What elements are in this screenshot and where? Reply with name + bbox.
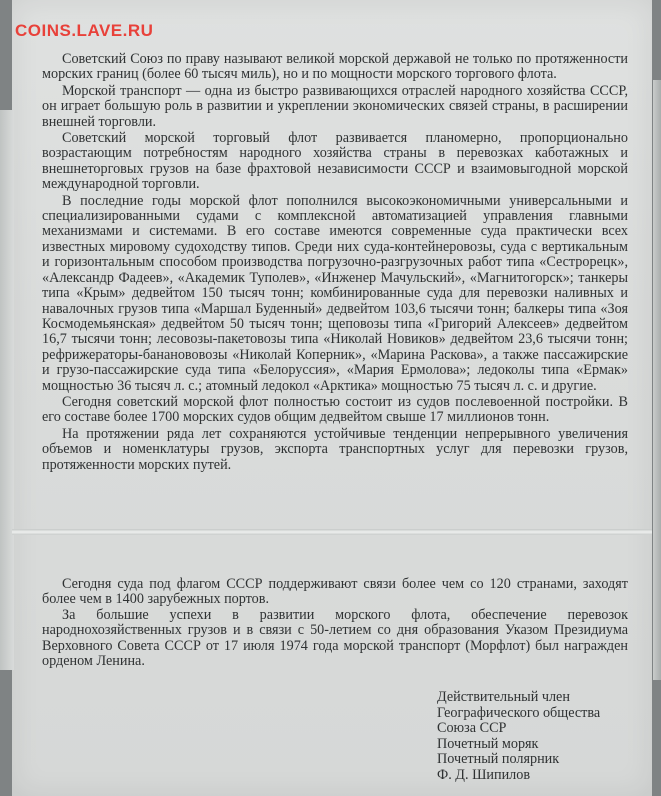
paragraph-6: На протяжении ряда лет сохраняются устойчивые тенденции непрерывного увеличения объемов и номенклатуры грузов, экспорта транспортных услуг для перевозки грузов, протяженности морских путей. [42,425,628,473]
paragraph-4: В последние годы морской флот пополнился высокоэкономичными универсальными и специализированными судами с комплексной автоматизацией управления главными механизмами и системами. В его составе имеются современные суда практически всех известных мировому судоходству типов. Среди них суда-контейнеровозы, суда с вертикальным и горизонтальным способом производства погрузочно-разгрузочных работ типа «Сестрорецк», «Александр Фадеев», «Академик Туполев», «Инженер Мачульский», «Магнитогорск»; танкеры типа «Крым» дедвейтом 150 тысяч тонн; комбинированные суда для перевозки наливных и навалочных грузов типа «Маршал Буденный» дедвейтом 103,6 тысячи тонн; балкеры типа «Зоя Космодемьянская» дедвейтом 50 тысяч тонн; щеповозы типа «Григорий Алексеев» дедвейтом 16,7 тысячи тонн; лесовозы-пакетовозы типа «Николай Новиков» дедвейтом 23,6 тысячи тонн; рефрижераторы-бананововозы «Николай Коперник», «Марина Раскова», а также пассажирские и грузо-пассажирские суда типа «Белоруссия», «Мария Ермолова»; ледоколы типа «Ермак» мощностью 36 тысяч л. с.; атомный ледокол «Арктика» мощностью 75 тысяч л. с. и другие. [42,192,628,394]
bottom-paragraph-1: Сегодня суда под флагом СССР поддерживают связи более чем со 120 странами, заходят более чем в 1400 зарубежных портов. [42,576,628,608]
signature-line-1: Действительный член [437,689,570,705]
signature-author: Ф. Д. Шипилов [437,766,531,783]
paragraph-1: Советский Союз по праву называют великой морской державой не только по протяженности морских границ (более 60 тысяч миль), но и по мощности морского торгового флота. [42,51,628,83]
watermark: COINS.LAVE.RU [15,21,154,40]
signature-block [437,690,647,784]
left-page-edge [0,110,14,670]
signature-line-4: Почетный моряк [437,735,539,752]
paragraph-3: Советский морской торговый флот развивается планомерно, пропорционально возрастающим потребностям народного хозяйства страны в перевозках каботажных и внешнеторговых грузов на базе фрахтовой независимости СССР и взаимовыгодной морской международной торговли. [42,130,628,193]
signature-line-2: Географического общества [437,704,601,721]
paragraph-5: Сегодня советский морской флот полностью состоит из судов послевоенной постройки. В его составе более 1700 морских судов общим дедвейтом свыше 17 миллионов тонн. [42,393,628,426]
signature-line-3: Союза ССР [437,720,507,737]
right-page-edge [653,80,661,680]
fold-line [12,529,652,535]
main-text [42,52,628,473]
signature-line-5: Почетный полярник [437,751,560,768]
paragraph-2: Морской транспорт — одна из быстро развивающихся отраслей народного хозяйства СССР, он играет большую роль в развитии и укреплении экономических связей страны, в расширении внешней торговли. [42,82,628,130]
bottom-paragraph-2: За большие успехи в развитии морского флота, обеспечение перевозок народнохозяйственных грузов и в связи с 50-летием со дня образования Указом Президиума Верховного Совета СССР от 17 июля 1974 года морской транспорт (Морфлот) был награжден орденом Ленина. [42,606,628,670]
bottom-text [42,577,628,669]
